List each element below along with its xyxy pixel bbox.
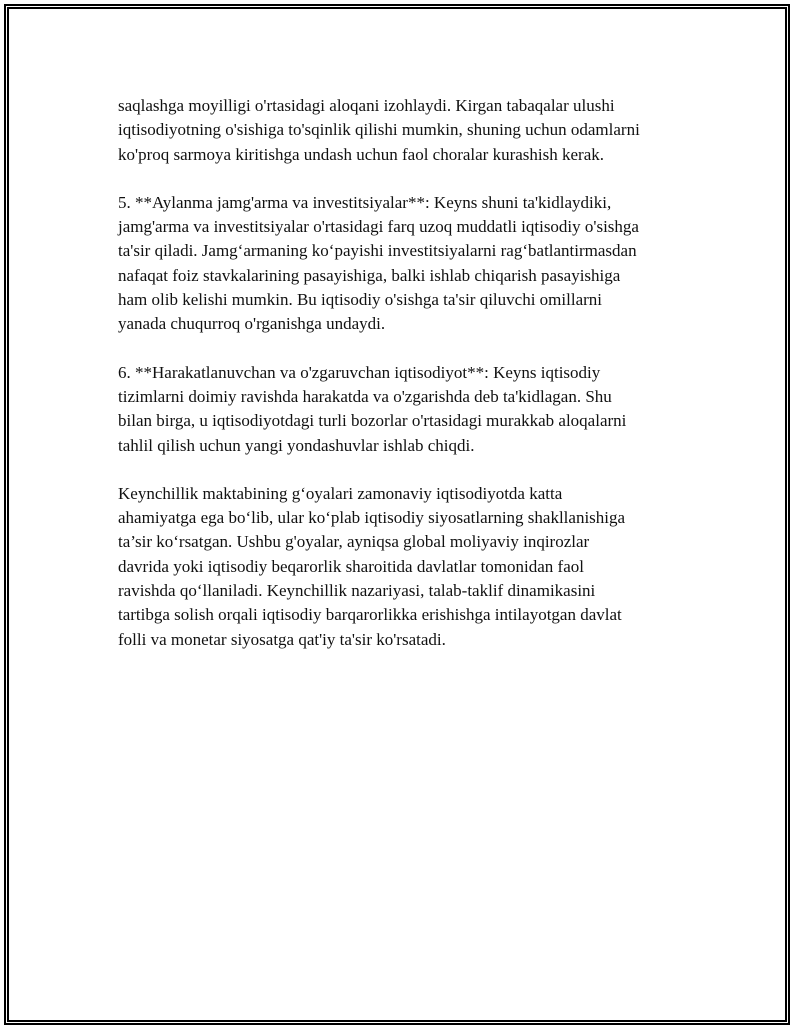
document-body (118, 94, 698, 676)
text-line: davrida yoki iqtisodiy beqarorlik sharoitida davlatlar tomonidan faol (118, 556, 584, 576)
text-line: jamg'arma va investitsiyalar o'rtasidagi farq uzoq muddatli iqtisodiy o'sishga (118, 217, 639, 237)
text-line: saqlashga moyilligi o'rtasidagi aloqani izohlaydi. Kirgan tabaqalar ulushi (118, 96, 615, 115)
text-line: ta'sir qiladi. Jamg‘armaning ko‘payishi investitsiyalarni rag‘batlantirmasdan (118, 241, 637, 261)
paragraph-savings-intro (118, 94, 698, 167)
text-line: ko'proq sarmoya kiritishga undash uchun faol choralar kurashish kerak. (118, 144, 605, 164)
text-line: tartibga solish orqali iqtisodiy barqarorlikka erishishga intilayotgan davlat (118, 605, 622, 625)
text-line: ta’sir ko‘rsatgan. Ushbu g'oyalar, ayniqsa global moliyaviy inqirozlar (118, 532, 590, 552)
text-line: bilan birga, u iqtisodiyotdagi turli bozorlar o'rtasidagi murakkab aloqalarni (118, 411, 627, 431)
text-line: tizimlarni doimiy ravishda harakatda va o'zgarishda deb ta'kidlagan. Shu (118, 386, 612, 406)
text-line: iqtisodiyotning o'sishiga to'sqinlik qilishi mumkin, shuning uchun odamlarni (118, 120, 640, 140)
text-line: ham olib kelishi mumkin. Bu iqtisodiy o'sishga ta'sir qiluvchi omillarni (118, 290, 602, 310)
text-line: folli va monetar siyosatga qat'iy ta'sir ko'rsatadi. (118, 629, 446, 649)
text-line: yanada chuqurroq o'rganishga undaydi. (118, 314, 386, 334)
text-line: 5. **Aylanma jamg'arma va investitsiyalar**: Keyns shuni ta'kidlaydiki, (118, 192, 612, 212)
paragraph-point-5 (118, 191, 698, 337)
text-line: ravishda qo‘llaniladi. Keynchillik nazariyasi, talab-taklif dinamikasini (118, 581, 596, 601)
paragraph-point-6 (118, 361, 698, 458)
text-line: Keynchillik maktabining g‘oyalari zamonaviy iqtisodiyotda katta (118, 483, 563, 503)
text-line: nafaqat foiz stavkalarining pasayishiga, balki ishlab chiqarish pasayishiga (118, 265, 621, 285)
text-line: 6. **Harakatlanuvchan va o'zgaruvchan iqtisodiyot**: Keyns iqtisodiy (118, 362, 601, 382)
text-line: tahlil qilish uchun yangi yondashuvlar ishlab chiqdi. (118, 435, 475, 455)
paragraph-conclusion (118, 482, 698, 652)
text-line: ahamiyatga ega bo‘lib, ular ko‘plab iqtisodiy siyosatlarning shakllanishiga (118, 508, 626, 528)
